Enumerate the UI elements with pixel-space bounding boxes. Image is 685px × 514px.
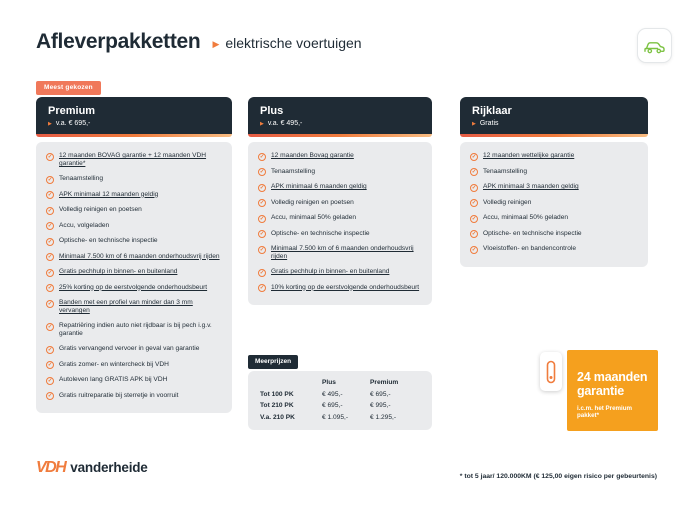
price-table-body	[260, 391, 420, 421]
check-icon: ✓	[47, 176, 53, 183]
feature-item	[46, 175, 222, 184]
feature-item	[470, 214, 638, 223]
feature-item	[470, 183, 638, 192]
package-feature-card	[460, 142, 648, 267]
feature-item	[258, 245, 422, 261]
price-table-row	[260, 414, 420, 421]
check-icon: ✓	[47, 192, 53, 198]
package-feature-card	[248, 142, 432, 305]
price-table-row	[260, 391, 420, 398]
footnote: * tot 5 jaar/ 120.000KM (€ 125,00 eigen risico per gebeurtenis)	[459, 473, 657, 480]
check-icon: ✓	[47, 269, 53, 276]
feature-item	[258, 183, 422, 192]
feature-list	[470, 152, 638, 254]
feature-item	[46, 222, 222, 231]
feature-text[interactable]: 12 maanden wettelijke garantie	[483, 152, 575, 159]
feature-text[interactable]: Banden met een profiel van minder dan 3 mm vervangen	[59, 299, 193, 314]
meerprijzen-card	[248, 371, 432, 430]
key-card	[540, 352, 562, 391]
premium-price: € 995,-	[370, 402, 391, 409]
feature-item	[258, 168, 422, 177]
check-icon: ✓	[259, 246, 265, 253]
check-icon: ✓	[259, 153, 265, 160]
page-subtitle	[212, 35, 361, 51]
feature-text[interactable]: Minimaal 7.500 km of 6 maanden onderhoudsvrij rijden	[59, 252, 220, 260]
feature-text: Gratis vervangend vervoer in geval van garantie	[59, 345, 200, 352]
package-name: Plus	[260, 105, 284, 117]
feature-text[interactable]: Minimaal 7.500 km of 6 maanden onderhoudsvrij rijden	[271, 245, 414, 260]
price-table-header	[260, 379, 420, 386]
feature-text[interactable]: 10% korting op de eerstvolgende onderhoudsbeurt	[271, 283, 420, 291]
package-price	[48, 120, 220, 127]
package-price	[472, 120, 636, 127]
feature-list	[258, 152, 422, 292]
price-table-row	[260, 402, 420, 409]
page-title: Afleverpakketten	[36, 30, 201, 53]
feature-item	[258, 268, 422, 277]
electric-vehicle-button[interactable]	[637, 28, 672, 63]
feature-item	[46, 237, 222, 246]
premium-price: € 695,-	[370, 390, 391, 398]
check-icon: ✓	[259, 200, 265, 206]
feature-item	[470, 199, 638, 208]
key-fob-icon	[546, 360, 556, 384]
feature-text: Accu, volgeladen	[59, 221, 110, 229]
accent-gradient-bar	[36, 134, 232, 137]
feature-text: Accu, minimaal 50% geladen	[271, 214, 357, 221]
feature-item	[46, 284, 222, 293]
feature-text: Tenaamstelling	[271, 167, 315, 175]
check-icon: ✓	[259, 269, 265, 276]
feature-text: Volledig reinigen en poetsen	[271, 198, 354, 206]
check-icon: ✓	[259, 184, 265, 191]
power-range-label: Tot 100 PK	[260, 390, 294, 398]
check-icon: ✓	[471, 153, 477, 160]
feature-item	[46, 322, 222, 338]
guarantee-line2: garantie	[577, 383, 625, 398]
feature-item	[46, 299, 222, 315]
check-icon: ✓	[471, 184, 477, 191]
feature-item	[258, 152, 422, 161]
package-plus-header	[248, 97, 432, 134]
feature-text[interactable]: 25% korting op de eerstvolgende onderhoudsbeurt	[59, 283, 208, 291]
check-icon: ✓	[47, 377, 53, 384]
feature-text: Vloeistoffen- en bandencontrole	[483, 245, 576, 252]
check-icon: ✓	[47, 153, 53, 160]
most-chosen-badge: Meest gekozen	[36, 81, 101, 95]
feature-item	[46, 253, 222, 262]
page-header	[36, 30, 362, 54]
plus-price: € 695,-	[322, 402, 343, 409]
plus-price: € 495,-	[322, 390, 343, 398]
package-feature-card	[36, 142, 232, 413]
feature-text: Volledig reinigen	[483, 198, 532, 206]
plus-price: € 1.095,-	[322, 413, 349, 421]
guarantee-note: i.c.m. het Premium pakket*	[577, 405, 633, 419]
feature-item	[46, 191, 222, 200]
guarantee-box	[567, 350, 658, 431]
feature-item	[258, 214, 422, 223]
check-icon: ✓	[47, 238, 53, 245]
arrow-right-icon: ▶	[472, 120, 476, 127]
check-icon: ✓	[47, 362, 53, 368]
meerprijzen-section	[248, 350, 432, 430]
feature-text: Gratis ruitreparatie bij sterretje in voorruit	[59, 391, 179, 399]
check-icon: ✓	[259, 169, 265, 175]
feature-item	[470, 152, 638, 161]
arrow-right-icon: ▶	[48, 120, 52, 127]
feature-item	[46, 345, 222, 354]
check-icon: ✓	[47, 207, 53, 214]
feature-text[interactable]: APK minimaal 3 maanden geldig	[483, 183, 579, 190]
check-icon: ✓	[471, 200, 477, 206]
feature-text: Accu, minimaal 50% geladen	[483, 214, 569, 221]
feature-text[interactable]: APK minimaal 6 maanden geldig	[271, 183, 367, 190]
feature-text: Tenaamstelling	[59, 175, 103, 182]
package-premium	[36, 97, 232, 413]
arrow-right-icon: ▶	[212, 39, 220, 49]
feature-item	[46, 376, 222, 385]
guarantee-line1: 24 maanden	[577, 370, 648, 384]
feature-text: Gratis zomer- en wintercheck bij VDH	[59, 360, 169, 368]
feature-text: Optische- en technische inspectie	[483, 229, 582, 237]
package-rijklaar-header	[460, 97, 648, 134]
feature-text[interactable]: APK minimaal 12 maanden geldig	[59, 190, 159, 198]
feature-list	[46, 152, 222, 400]
vdh-logo-mark: VDH	[36, 459, 66, 476]
feature-item	[470, 168, 638, 177]
electric-car-icon	[644, 38, 665, 54]
feature-item	[470, 245, 638, 254]
brand-name-text: vanderheide	[70, 460, 148, 475]
check-icon: ✓	[47, 223, 53, 229]
package-name: Premium	[48, 105, 96, 117]
check-icon: ✓	[47, 393, 53, 399]
feature-text: Autoleven lang GRATIS APK bij VDH	[59, 376, 168, 383]
check-icon: ✓	[471, 169, 477, 175]
package-price	[260, 120, 420, 127]
check-icon: ✓	[471, 231, 477, 237]
check-icon: ✓	[47, 300, 53, 307]
column-premium: Premium	[370, 379, 399, 386]
package-price-text: v.a. € 495,-	[267, 120, 303, 127]
guarantee-banner	[540, 350, 658, 431]
accent-gradient-bar	[248, 134, 432, 137]
feature-item	[46, 206, 222, 215]
feature-text: Optische- en technische inspectie	[59, 237, 158, 244]
feature-text: Volledig reinigen en poetsen	[59, 206, 142, 213]
feature-item	[46, 392, 222, 401]
feature-item	[46, 268, 222, 277]
power-range-label: V.a. 210 PK	[260, 413, 295, 421]
check-icon: ✓	[47, 323, 53, 330]
check-icon: ✓	[471, 215, 477, 222]
feature-text: Optische- en technische inspectie	[271, 229, 370, 237]
feature-text[interactable]: Gratis pechhulp in binnen- en buitenland	[59, 268, 178, 275]
check-icon: ✓	[47, 346, 53, 353]
feature-item	[258, 199, 422, 208]
page-subtitle-text: elektrische voertuigen	[225, 35, 362, 51]
package-price-text: v.a. € 695,-	[55, 120, 91, 127]
feature-item	[46, 152, 222, 168]
feature-text[interactable]: Gratis pechhulp in binnen- en buitenland	[271, 268, 390, 275]
accent-gradient-bar	[460, 134, 648, 137]
package-price-text: Gratis	[479, 120, 499, 127]
feature-text: Repatriëring indien auto niet rijdbaar is bij pech i.g.v. garantie	[59, 322, 212, 337]
package-premium-header	[36, 97, 232, 134]
premium-price: € 1.295,-	[370, 413, 397, 421]
feature-item	[470, 230, 638, 239]
column-plus: Plus	[322, 379, 336, 386]
feature-text[interactable]: 12 maanden Bovag garantie	[271, 152, 354, 159]
feature-item	[258, 284, 422, 293]
check-icon: ✓	[47, 254, 53, 260]
feature-text[interactable]: 12 maanden BOVAG garantie + 12 maanden VDH garantie*	[59, 152, 207, 167]
feature-item	[46, 361, 222, 370]
check-icon: ✓	[47, 285, 53, 291]
vanderheide-logo	[36, 459, 148, 477]
check-icon: ✓	[471, 246, 477, 253]
package-name: Rijklaar	[472, 105, 512, 117]
meerprijzen-title: Meerprijzen	[248, 355, 298, 369]
power-range-label: Tot 210 PK	[260, 402, 294, 409]
feature-item	[258, 230, 422, 239]
feature-text: Tenaamstelling	[483, 167, 527, 175]
check-icon: ✓	[259, 285, 265, 291]
check-icon: ✓	[259, 215, 265, 222]
arrow-right-icon: ▶	[260, 120, 264, 127]
check-icon: ✓	[259, 231, 265, 237]
